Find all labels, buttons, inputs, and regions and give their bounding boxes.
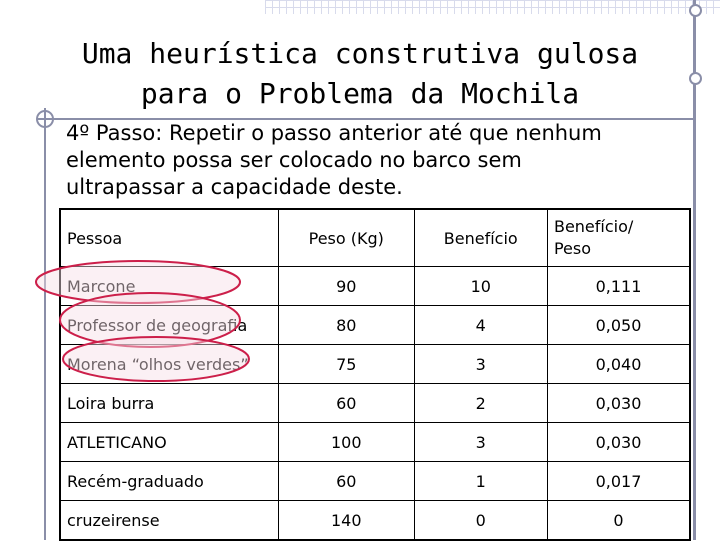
table-row bbox=[60, 306, 690, 345]
cell-peso: 75 bbox=[279, 345, 415, 384]
cell-pessoa: Loira burra bbox=[60, 384, 279, 423]
step-line-2: elemento possa ser colocado no barco sem bbox=[66, 148, 522, 172]
cell-beneficio: 2 bbox=[414, 384, 547, 423]
corner-ring bbox=[36, 110, 54, 128]
cell-pessoa: Morena “olhos verdes” bbox=[60, 345, 279, 384]
table-row bbox=[60, 501, 690, 541]
knapsack-table bbox=[59, 208, 691, 541]
binder-ring bbox=[689, 72, 702, 85]
cell-beneficio: 1 bbox=[414, 462, 547, 501]
cell-beneficio: 10 bbox=[414, 267, 547, 306]
cell-peso: 80 bbox=[279, 306, 415, 345]
table-row bbox=[60, 423, 690, 462]
cell-razao: 0,030 bbox=[547, 423, 690, 462]
header-beneficio: Benefício bbox=[414, 209, 547, 267]
cell-peso: 60 bbox=[279, 462, 415, 501]
slide-title bbox=[30, 34, 690, 114]
grid-decoration bbox=[265, 0, 720, 14]
header-beneficio-peso-line-2: Peso bbox=[553, 239, 592, 258]
cell-beneficio: 0 bbox=[414, 501, 547, 541]
cell-beneficio: 3 bbox=[414, 345, 547, 384]
cell-razao: 0,030 bbox=[547, 384, 690, 423]
header-pessoa: Pessoa bbox=[60, 209, 279, 267]
cell-razao: 0,111 bbox=[547, 267, 690, 306]
step-line-3: ultrapassar a capacidade deste. bbox=[66, 175, 403, 199]
cell-razao: 0 bbox=[547, 501, 690, 541]
header-beneficio-peso-line-1: Benefício/ bbox=[553, 217, 634, 236]
cell-pessoa: Marcone bbox=[60, 267, 279, 306]
binder-ring bbox=[689, 4, 702, 17]
table-row bbox=[60, 384, 690, 423]
table-header-row bbox=[60, 209, 690, 267]
cell-peso: 90 bbox=[279, 267, 415, 306]
cell-razao: 0,017 bbox=[547, 462, 690, 501]
table-row bbox=[60, 345, 690, 384]
cell-razao: 0,050 bbox=[547, 306, 690, 345]
title-line-2: para o Problema da Mochila bbox=[140, 77, 580, 110]
header-beneficio-peso bbox=[547, 209, 690, 267]
cell-razao: 0,040 bbox=[547, 345, 690, 384]
table-row bbox=[60, 267, 690, 306]
step-text bbox=[66, 120, 686, 201]
cell-beneficio: 4 bbox=[414, 306, 547, 345]
cell-beneficio: 3 bbox=[414, 423, 547, 462]
left-margin-rule bbox=[44, 108, 46, 540]
cell-pessoa: Recém-graduado bbox=[60, 462, 279, 501]
cell-peso: 100 bbox=[279, 423, 415, 462]
step-line-1: 4º Passo: Repetir o passo anterior até que nenhum bbox=[66, 121, 602, 145]
cell-pessoa: cruzeirense bbox=[60, 501, 279, 541]
cell-pessoa: ATLETICANO bbox=[60, 423, 279, 462]
title-line-1: Uma heurística construtiva gulosa bbox=[81, 37, 639, 70]
table-row bbox=[60, 462, 690, 501]
cell-pessoa: Professor de geografia bbox=[60, 306, 279, 345]
header-peso: Peso (Kg) bbox=[279, 209, 415, 267]
cell-peso: 60 bbox=[279, 384, 415, 423]
cell-peso: 140 bbox=[279, 501, 415, 541]
